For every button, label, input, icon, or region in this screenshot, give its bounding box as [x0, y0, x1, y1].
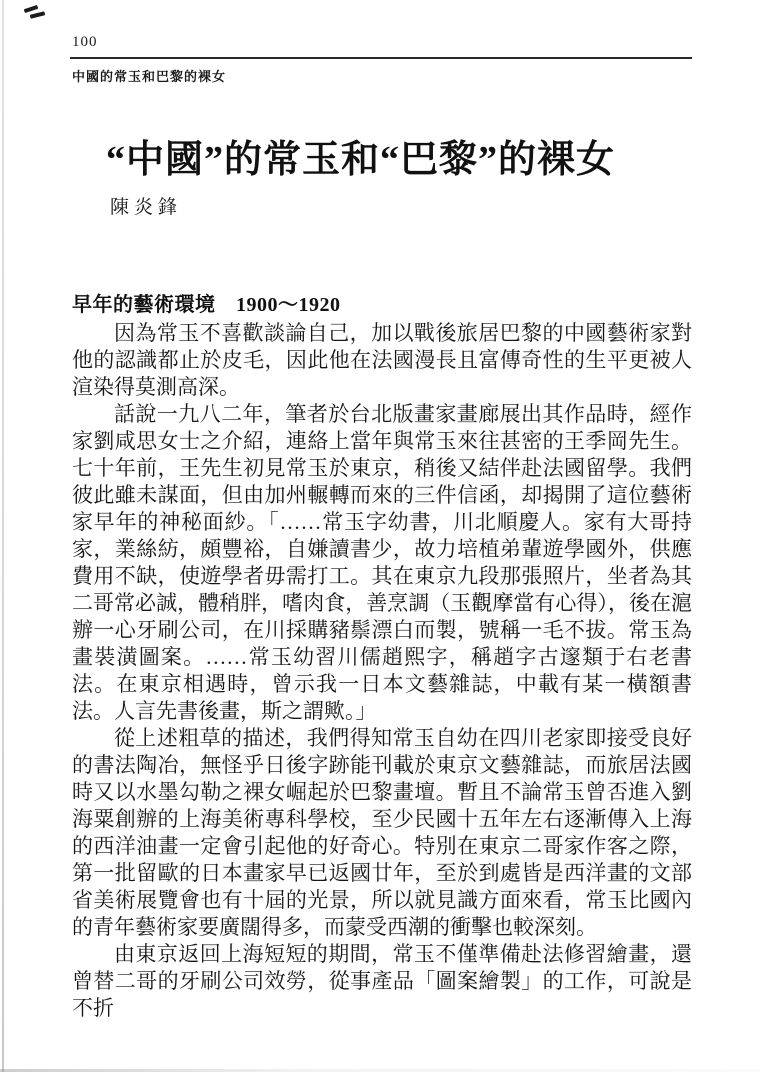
- article-author: 陳炎鋒: [110, 197, 183, 218]
- body-paragraph: 因為常玉不喜歡談論自己，加以戰後旅居巴黎的中國藝術家對他的認識都止於皮毛，因此他在法國漫長且富傳奇性的生平更被人渲染得莫測高深。: [72, 321, 692, 399]
- page-left-edge-shadow: [2, 0, 4, 1072]
- body-paragraph: 從上述粗草的描述，我們得知常玉自幼在四川老家即接受良好的書法陶冶，無怪乎日後字跡能刊載於東京文藝雜誌，而旅居法國時又以水墨勾勒之裸女崛起於巴黎畫壇。暫且不論常玉曾否進入劉海粟創辦的上海美術專科學校，至少民國十五年左右逐漸傳入上海的西洋油畫一定會引起他的好奇心。特別在東京二哥家作客之際，第一批留歐的日本畫家早已返國廿年，至於到處皆是西洋畫的文部省美術展覽會也有十屆的光景，所以就見識方面來看，常玉比國內的青年藝術家要廣闊得多，而蒙受西潮的衝擊也較深刻。: [72, 726, 692, 939]
- running-header: 中國的常玉和巴黎的裸女: [72, 69, 227, 84]
- pen-mark-icon: [24, 5, 46, 21]
- body-paragraph: 話說一九八二年，筆者於台北版畫家畫廊展出其作品時，經作家劉咸思女士之介紹，連絡上當年與常玉來往甚密的王季岡先生。七十年前，王先生初見常玉於東京，稍後又結伴赴法國留學。我們彼此雖未謀面，但由加州輾轉而來的三件信函，却揭開了這位藝術家早年的神秘面紗。「……常玉字幼書，川北順慶人。家有大哥持家，業絲紡，頗豐裕，自嫌讀書少，故力培植弟輩遊學國外，供應費用不缺，使遊學者毋需打工。其在東京九段那張照片，坐者為其二哥常必誠，體稍胖，嗜肉食，善烹調（玉觀摩當有心得），後在滬辦一心牙刷公司，在川採購豬鬃漂白而製，號稱一毛不拔。常玉為畫裝潢圖案。……常玉幼習川儒趙熙字，稱趙字古邃類于右老書法。在東京相遇時，曾示我一日本文藝雜誌，中載有某一橫額書法。人言先書後畫，斯之謂歟。」: [72, 402, 692, 723]
- page-number: 100: [72, 34, 98, 50]
- header-rule: [70, 57, 692, 59]
- article-title: “中國”的常玉和“巴黎”的裸女: [106, 139, 616, 181]
- body-paragraph: 由東京返回上海短短的期間，常玉不僅準備赴法修習繪畫，還曾替二哥的牙刷公司效勞，從事產品「圖案繪製」的工作，可說是不折: [72, 942, 692, 1020]
- article-body: [72, 320, 692, 1022]
- pen-mark-stroke: [30, 11, 46, 19]
- pen-mark-stroke: [24, 5, 39, 13]
- section-heading: 早年的藝術環境 1900～1920: [72, 294, 341, 316]
